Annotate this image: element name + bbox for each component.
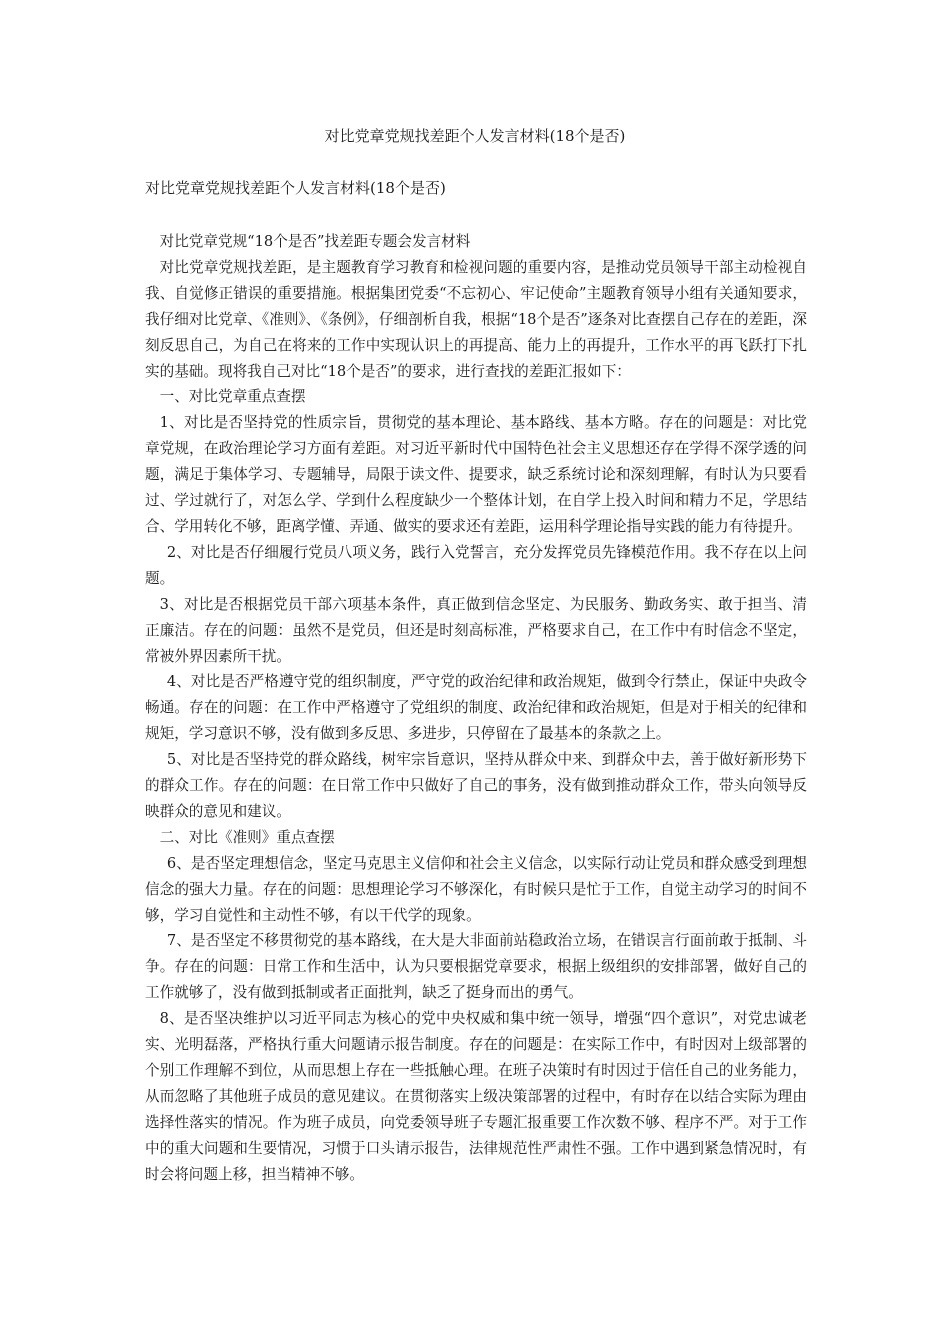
paragraph-intro: 对比党章党规找差距，是主题教育学习教育和检视问题的重要内容，是推动党员领导干部主动检视自我、自觉修正错误的重要措施。根据集团党委“不忘初心、牢记使命”主题教育领导小组有关通知要求，我仔细对比党章、《准则》、《条例》，仔细剖析自我，根据“18个是否”逐条对比查摆自己存在的差距，深刻反思自己，为自己在将来的工作中实现认识上的再提高、能力上的再提升，工作水平的再飞跃打下扎实的基础。现将我自己对比“18个是否”的要求，进行查找的差距汇报如下：: [145, 258, 807, 380]
paragraph-item-3: 3、对比是否根据党员干部六项基本条件，真正做到信念坚定、为民服务、勤政务实、敢于担当、清正廉洁。存在的问题：虽然不是党员，但还是时刻高标准，严格要求自己，在工作中有时信念不坚定，常被外界因素所干扰。: [145, 595, 807, 665]
paragraph-item-2: 2、对比是否仔细履行党员八项义务，践行入党誓言，充分发挥党员先锋模范作用。我不存在以上问题。: [145, 543, 807, 587]
document-title: 对比党章党规找差距个人发言材料(18个是否): [324, 127, 626, 145]
paragraph-item-6: 6、是否坚定理想信念，坚定马克思主义信仰和社会主义信念，以实际行动让党员和群众感受到理想信念的强大力量。存在的问题：思想理论学习不够深化，有时候只是忙于工作，自觉主动学习的时间不够，学习自觉性和主动性不够，有以干代学的现象。: [145, 854, 807, 924]
paragraph-item-5: 5、对比是否坚持党的群众路线，树牢宗旨意识，坚持从群众中来、到群众中去，善于做好新形势下的群众工作。存在的问题：在日常工作中只做好了自己的事务，没有做到推动群众工作，带头向领导反映群众的意见和建议。: [145, 751, 807, 820]
paragraph-item-4: 4、对比是否严格遵守党的组织制度，严守党的政治纪律和政治规矩，做到令行禁止，保证中央政令畅通。存在的问题：在工作中严格遵守了党组织的制度、政治纪律和政治规矩，但是对于相关的纪律和规矩，学习意识不够，没有做到多反思、多进步，只停留在了最基本的条款之上。: [145, 673, 807, 743]
paragraph-item-1: 1、对比是否坚持党的性质宗旨，贯彻党的基本理论、基本路线、基本方略。存在的问题是：对比党章党规，在政治理论学习方面有差距。对习近平新时代中国特色社会主义思想还存在学得不深学透的问题，满足于集体学习、专题辅导，局限于读文件、提要求，缺乏系统讨论和深刻理解，有时认为只要看过、学过就行了，对怎么学、学到什么程度缺少一个整体计划，在自学上投入时间和精力不足，学思结合、学用转化不够，距离学懂、弄通、做实的要求还有差距，运用科学理论指导实践的能力有待提升。: [145, 414, 807, 535]
document-subtitle: 对比党章党规找差距个人发言材料(18个是否): [145, 179, 446, 197]
section-heading-1: 一、对比党章重点查摆: [159, 388, 306, 406]
document-body: [145, 229, 807, 1188]
paragraph-item-8: 8、是否坚决维护以习近平同志为核心的党中央权威和集中统一领导，增强“四个意识”，对党忠诚老实、光明磊落，严格执行重大问题请示报告制度。存在的问题是：在实际工作中，有时因对上级部署的个别工作理解不到位，从而思想上存在一些抵触心理。在班子决策时有时因过于信任自己的业务能力，从而忽略了其他班子成员的意见建议。在贯彻落实上级决策部署的过程中，有时存在以结合实际为理由选择性落实的情况。作为班子成员，向党委领导班子专题汇报重要工作次数不够、程序不严。对于工作中的重大问题和生要情况，习惯于口头请示报告，法律规范性严肃性不强。工作中遇到紧急情况时，有时会将问题上移，担当精神不够。: [145, 1010, 807, 1183]
paragraph-heading: 对比党章党规“18个是否”找差距专题会发言材料: [159, 233, 471, 250]
section-heading-2: 二、对比《准则》重点查摆: [159, 828, 335, 846]
paragraph-item-7: 7、是否坚定不移贯彻党的基本路线，在大是大非面前站稳政治立场，在错误言行面前敢于抵制、斗争。存在的问题：日常工作和生活中，认为只要根据党章要求，根据上级组织的安排部署，做好自己的工作就够了，没有做到抵制或者正面批判，缺乏了挺身而出的勇气。: [145, 932, 807, 1002]
